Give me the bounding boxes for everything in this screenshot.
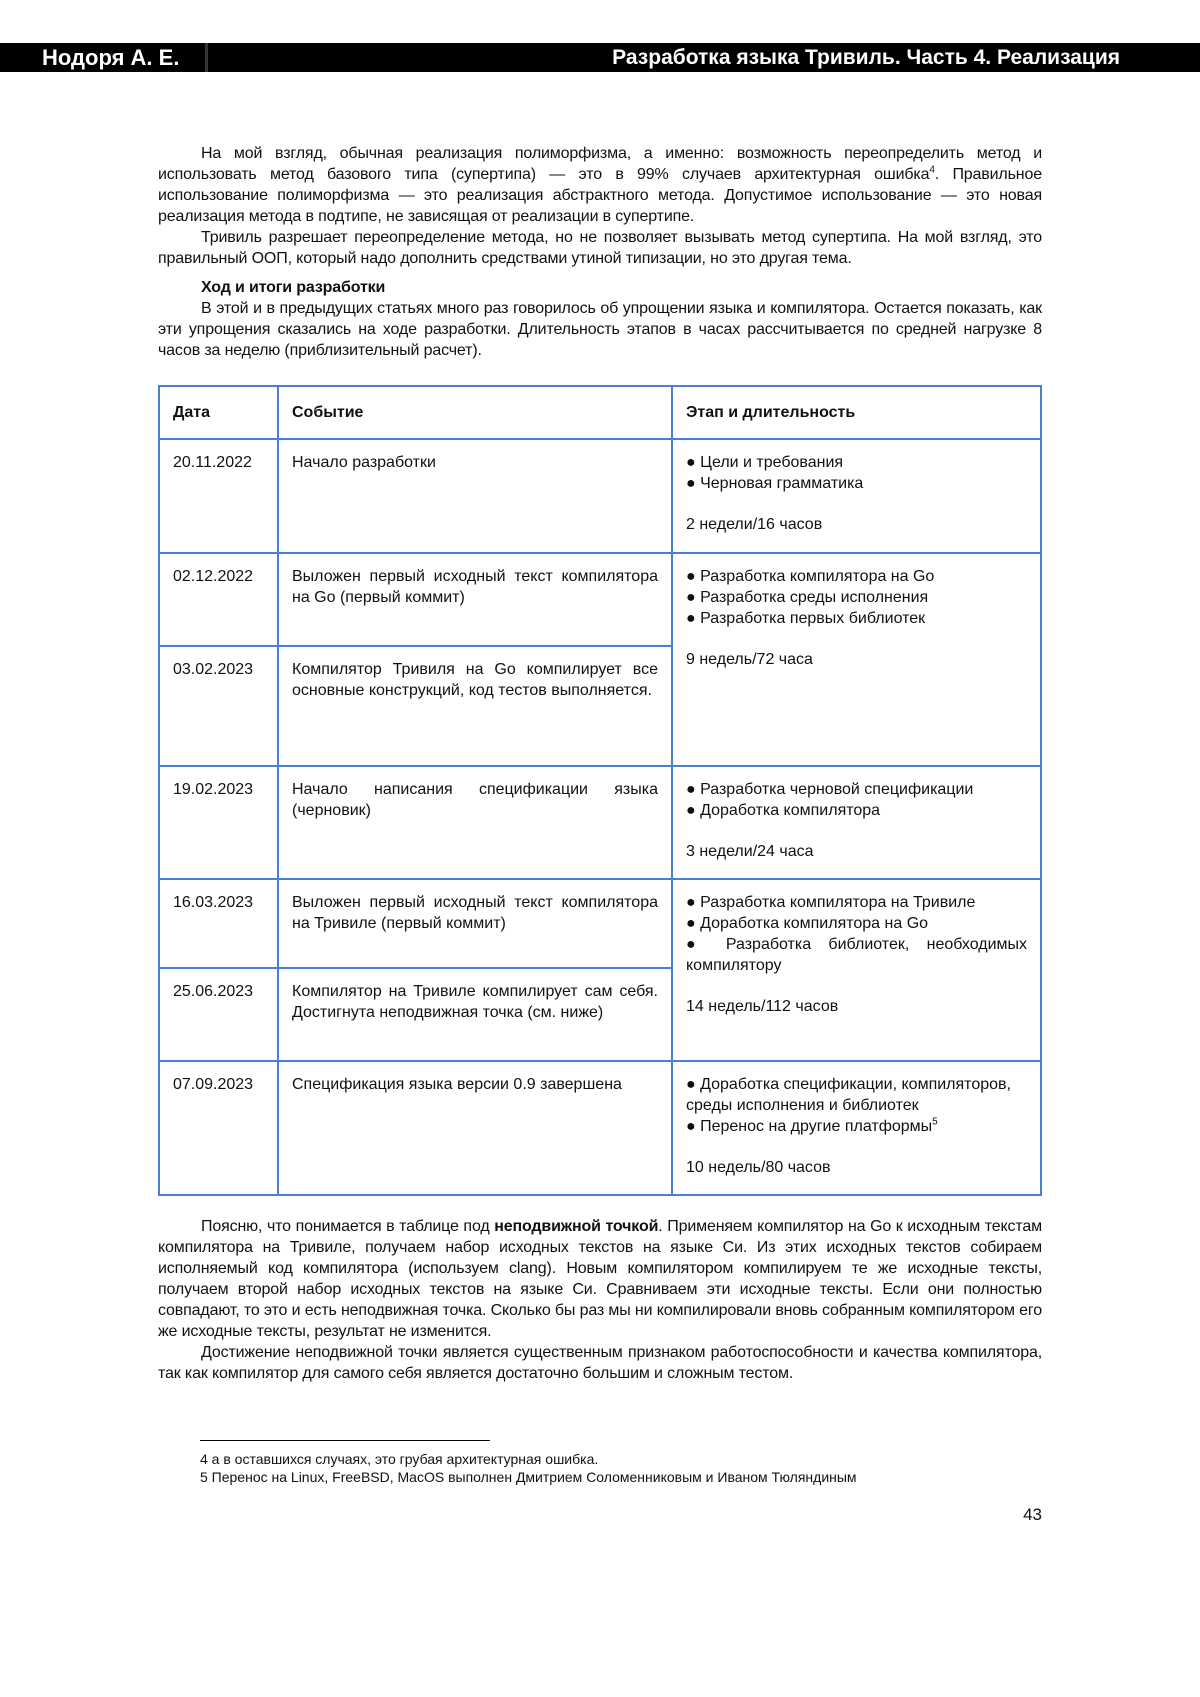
duration: 9 недель/72 часа [686, 649, 1027, 670]
bullet-item: ● Разработка компилятора на Тривиле [686, 892, 1027, 913]
paragraph: Тривиль разрешает переопределение метода, но не позволяет вызывать метод супертипа. На мой взгляд, это правильный ООП, который надо дополнить средствами утиной типизации, но это другая тема. [158, 227, 1042, 269]
running-header [0, 43, 1200, 72]
bullet-item: ● Доработка компилятора [686, 800, 1027, 821]
bullet-item: ● Разработка библиотек, необходимых компилятору [686, 934, 1027, 976]
bullet-item: ● Разработка черновой спецификации [686, 779, 1027, 800]
event-cell: Начало написания спецификации языка (черновик) [278, 766, 672, 879]
section-heading: Ход и итоги разработки [158, 277, 1042, 298]
date-cell: 02.12.2022 [159, 553, 278, 646]
bullet-item: ● Разработка компилятора на Go [686, 566, 1027, 587]
page-number: 43 [1023, 1505, 1042, 1525]
table-row [159, 1061, 1041, 1195]
bullet-item: ● Доработка спецификации, компиляторов, среды исполнения и библиотек [686, 1074, 1027, 1116]
outro-section [158, 1216, 1042, 1384]
bullet-item: ● Разработка среды исполнения [686, 587, 1027, 608]
footnote: 4 а в оставшихся случаях, это грубая архитектурная ошибка. [200, 1450, 598, 1468]
bullet-item [686, 1116, 1027, 1137]
header-author: Нодоря А. Е. [0, 43, 208, 72]
column-header: Этап и длительность [672, 386, 1041, 439]
bold-term: неподвижной точкой [494, 1218, 658, 1235]
text: Поясню, что понимается в таблице под [201, 1218, 494, 1235]
event-cell: Выложен первый исходный текст компилятора на Тривиле (первый коммит) [278, 879, 672, 968]
bullet-item: ● Разработка первых библиотек [686, 608, 1027, 629]
event-cell: Выложен первый исходный текст компилятора на Go (первый коммит) [278, 553, 672, 646]
header-title: Разработка языка Тривиль. Часть 4. Реализация [612, 43, 1120, 72]
table-header-row [159, 386, 1041, 439]
stage-cell [672, 766, 1041, 879]
stage-cell [672, 553, 1041, 766]
paragraph [158, 1216, 1042, 1342]
footnote-ref[interactable]: 5 [932, 1117, 938, 1128]
footnote-ref[interactable]: 4 [929, 165, 934, 176]
date-cell: 07.09.2023 [159, 1061, 278, 1195]
date-cell: 20.11.2022 [159, 439, 278, 553]
event-cell: Начало разработки [278, 439, 672, 553]
date-cell: 19.02.2023 [159, 766, 278, 879]
event-cell: Компилятор на Тривиле компилирует сам себя. Достигнута неподвижная точка (см. ниже) [278, 968, 672, 1061]
intro-section [158, 143, 1042, 361]
date-cell: 16.03.2023 [159, 879, 278, 968]
date-cell: 03.02.2023 [159, 646, 278, 766]
event-cell: Спецификация языка версии 0.9 завершена [278, 1061, 672, 1195]
column-header: Дата [159, 386, 278, 439]
paragraph [158, 143, 1042, 227]
bullet-text: ● Перенос на другие платформы [686, 1118, 932, 1135]
duration: 10 недель/80 часов [686, 1157, 1027, 1178]
table-row [159, 879, 1041, 968]
table-row [159, 553, 1041, 646]
table-row [159, 766, 1041, 879]
text: На мой взгляд, обычная реализация полиморфизма, а именно: возможность переопределить метод и использовать метод базового типа (супертипа) — это в 99% случаев архитектурная ошибка [158, 145, 1042, 183]
bullet-item: ● Доработка компилятора на Go [686, 913, 1027, 934]
bullet-item: ● Цели и требования [686, 452, 1027, 473]
text: . Правильное использование полиморфизма — это реализация абстрактного метода. Допустимое использование — это новая реализация метода в подтипе, не зависящая от реализации в супертипе. [158, 166, 1042, 225]
bullet-item: ● Черновая грамматика [686, 473, 1027, 494]
column-header: Событие [278, 386, 672, 439]
event-cell: Компилятор Тривиля на Go компилирует все основные конструкций, код тестов выполняется. [278, 646, 672, 766]
stage-cell [672, 1061, 1041, 1195]
development-timeline-table [158, 385, 1042, 1196]
footnote: 5 Перенос на Linux, FreeBSD, MacOS выполнен Дмитрием Соломенниковым и Иваном Тюляндиным [200, 1468, 857, 1486]
duration: 3 недели/24 часа [686, 841, 1027, 862]
table-row [159, 439, 1041, 553]
paragraph: В этой и в предыдущих статьях много раз говорилось об упрощении языка и компилятора. Остается показать, как эти упрощения сказались на ходе разработки. Длительность этапов в часах рассчитывается по средней нагрузке 8 часов за неделю (приблизительный расчет). [158, 298, 1042, 361]
stage-cell [672, 439, 1041, 553]
stage-cell [672, 879, 1041, 1061]
text: . Применяем компилятор на Go к исходным текстам компилятора на Тривиле, получаем набор исходных текстов на языке Си. Из этих исходных текстов собираем исполняемый код компилятора (используем clang). Новым компилятором компилируем те же исходные тексты, получаем второй набор исходных текстов на языке Си. Сравниваем эти исходные тексты. Если они полностью совпадают, то это и есть неподвижная точка. Сколько бы раз мы ни компилировали вновь собранным компилятором его же исходные тексты, результат не изменится. [158, 1218, 1042, 1340]
footnote-divider [200, 1440, 490, 1441]
duration: 14 недель/112 часов [686, 996, 1027, 1017]
date-cell: 25.06.2023 [159, 968, 278, 1061]
duration: 2 недели/16 часов [686, 514, 1027, 535]
paragraph: Достижение неподвижной точки является существенным признаком работоспособности и качества компилятора, так как компилятор для самого себя является достаточно большим и сложным тестом. [158, 1342, 1042, 1384]
